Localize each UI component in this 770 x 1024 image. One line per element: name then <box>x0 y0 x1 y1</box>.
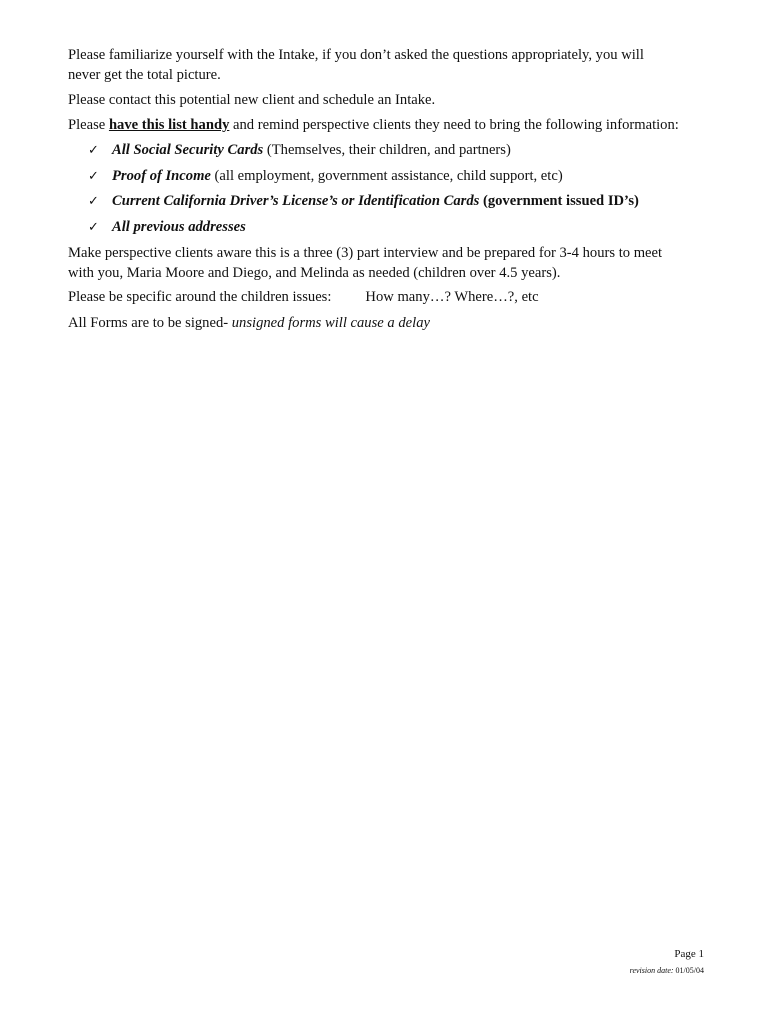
checkmark-icon: ✓ <box>88 220 99 235</box>
children-paragraph <box>68 287 728 307</box>
list-item-title: All Social Security Cards <box>112 142 264 158</box>
list-intro-pre: Please <box>68 117 109 133</box>
forms-paragraph <box>68 313 728 333</box>
page-number: Page 1 <box>674 948 704 960</box>
intro-line-2: never get the total picture. <box>68 67 221 83</box>
contact-paragraph: Please contact this potential new client and schedule an Intake. <box>68 92 436 108</box>
list-intro-paragraph <box>68 115 728 135</box>
children-text: Please be specific around the children issues: <box>68 289 332 305</box>
forms-text: All Forms are to be signed- <box>68 315 232 331</box>
interview-paragraph <box>68 243 728 283</box>
list-item-detail: (government issued ID’s) <box>479 193 639 209</box>
list-item-title: Current California Driver’s License’s or Identification Cards <box>112 193 480 209</box>
checkmark-icon: ✓ <box>88 194 99 209</box>
list-item-title: All previous addresses <box>112 219 246 235</box>
list-intro-emphasis: have this list handy <box>108 117 230 133</box>
checkmark-icon: ✓ <box>88 169 99 184</box>
interview-line-2: with you, Maria Moore and Diego, and Melinda as needed (children over 4.5 years). <box>68 265 561 281</box>
revision-label: revision date: <box>629 966 674 975</box>
revision-value: 01/05/04 <box>673 966 704 975</box>
intro-line-1: Please familiarize yourself with the Intake, if you don’t asked the questions appropriately, you will <box>68 47 644 63</box>
list-item <box>88 217 246 238</box>
interview-line-1: Make perspective clients aware this is a three (3) part interview and be prepared for 3-4 hours to meet <box>68 245 663 261</box>
children-questions: How many…? Where…?, etc <box>365 289 539 305</box>
list-item-detail: (Themselves, their children, and partners) <box>263 142 511 158</box>
revision-date <box>630 966 704 975</box>
forms-warning: unsigned forms will cause a delay <box>231 315 430 331</box>
list-item <box>88 166 563 187</box>
intro-paragraph <box>68 45 728 85</box>
list-item-title: Proof of Income <box>112 168 211 184</box>
list-item <box>88 140 511 161</box>
list-item-detail: (all employment, government assistance, child support, etc) <box>210 168 563 184</box>
list-item <box>88 191 639 212</box>
list-intro-post: and remind perspective clients they need to bring the following information: <box>229 117 679 133</box>
checkmark-icon: ✓ <box>88 143 99 158</box>
